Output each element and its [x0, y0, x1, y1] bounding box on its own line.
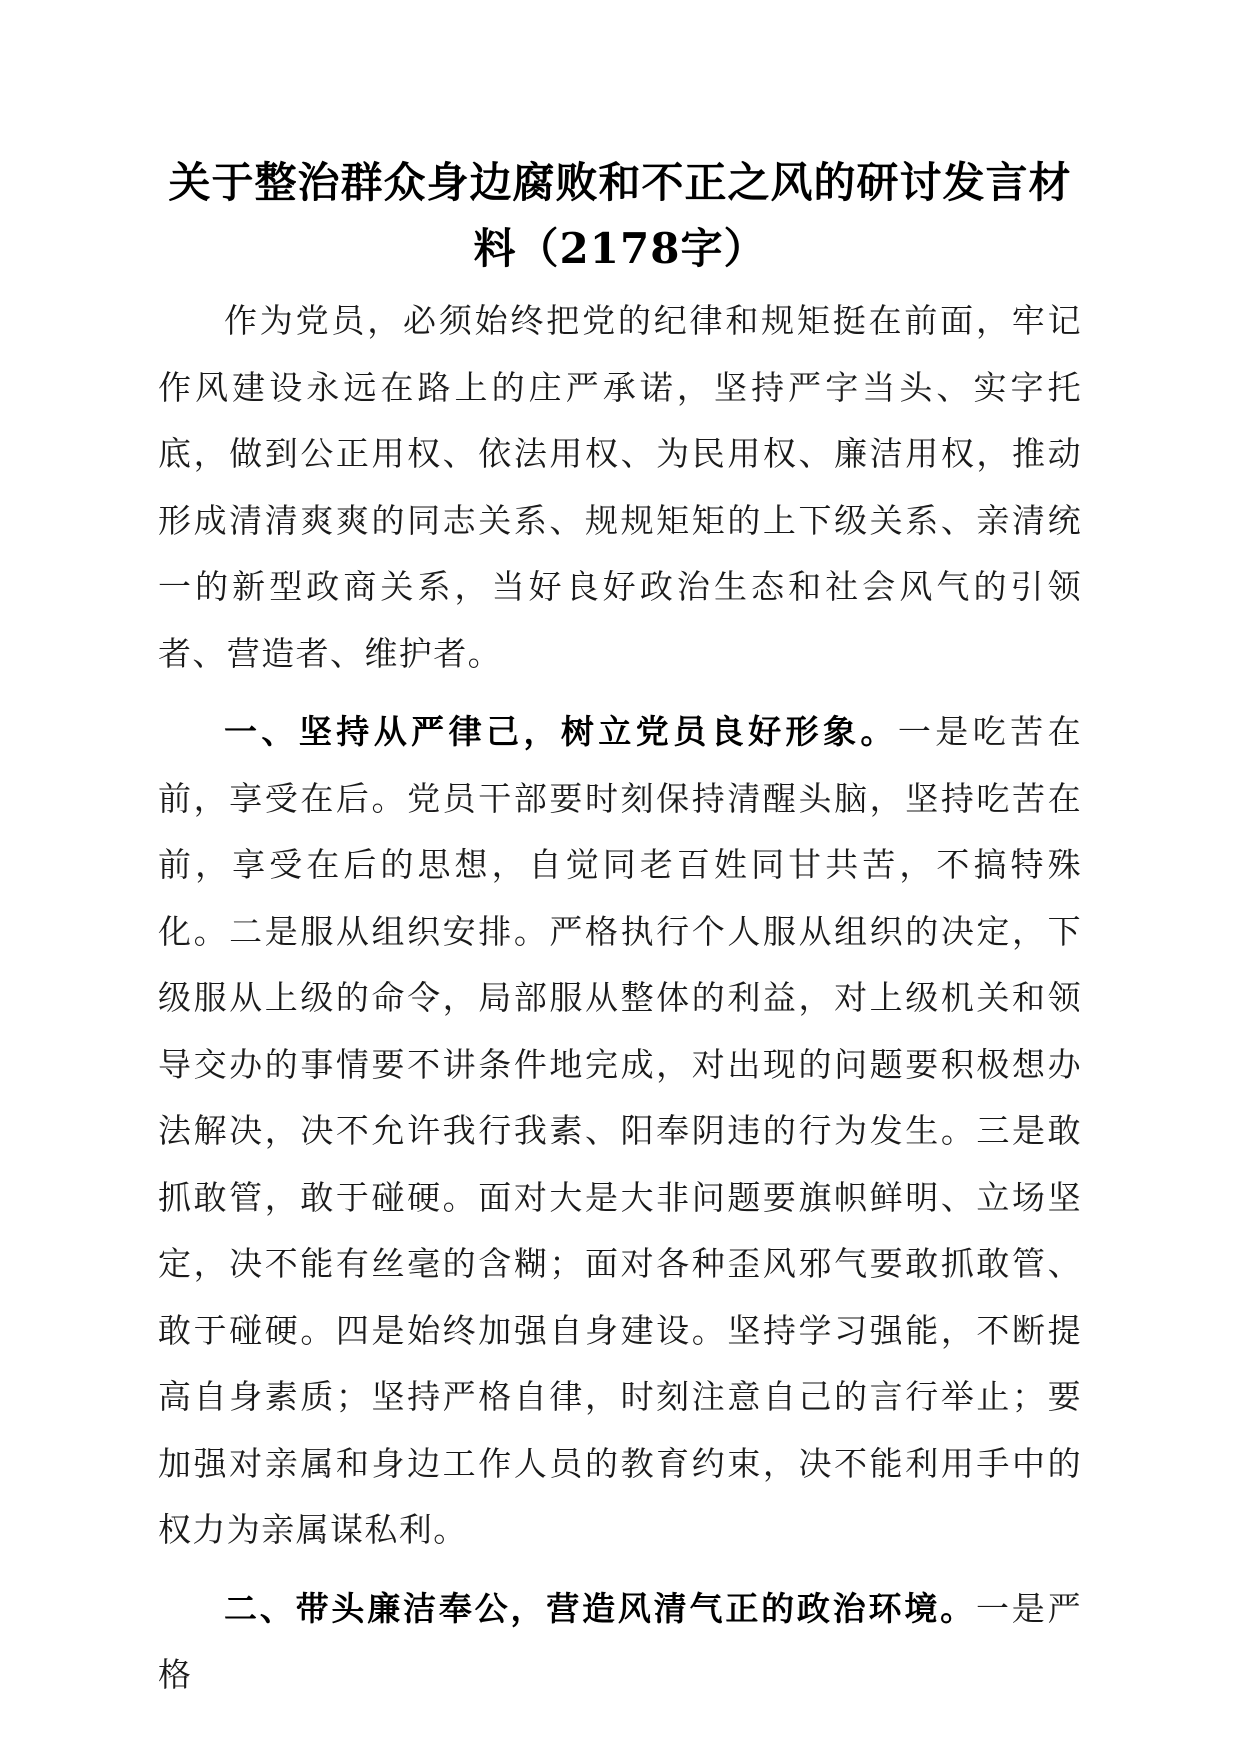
section-2-paragraph	[158, 1576, 1082, 1709]
intro-paragraph: 作为党员，必须始终把党的纪律和规矩挺在前面，牢记作风建设永远在路上的庄严承诺，坚持严字当头、实字托底，做到公正用权、依法用权、为民用权、廉洁用权，推动形成清清爽爽的同志关系、规规矩矩的上下级关系、亲清统一的新型政商关系，当好良好政治生态和社会风气的引领者、营造者、维护者。	[158, 301, 1082, 673]
document-page	[158, 150, 1082, 1709]
section-2-heading: 二、带头廉洁奉公，营造风清气正的政治环境。	[224, 1588, 976, 1628]
section-2-body: 一是严格	[158, 1588, 1083, 1694]
section-1-paragraph	[158, 699, 1082, 1564]
section-1-body: 一是吃苦在前，享受在后。党员干部要时刻保持清醒头脑，坚持吃苦在前，享受在后的思想，自觉同老百姓同甘共苦，不搞特殊化。二是服从组织安排。严格执行个人服从组织的决定，下级服从上级的命令，局部服从整体的利益，对上级机关和领导交办的事情要不讲条件地完成，对出现的问题要积极想办法解决，决不允许我行我素、阳奉阴违的行为发生。三是敢抓敢管，敢于碰硬。面对大是大非问题要旗帜鲜明、立场坚定，决不能有丝毫的含糊；面对各种歪风邪气要敢抓敢管、敢于碰硬。四是始终加强自身建设。坚持学习强能，不断提高自身素质；坚持严格自律，时刻注意自己的言行举止；要加强对亲属和身边工作人员的教育约束，决不能利用手中的权力为亲属谋私利。	[158, 712, 1083, 1549]
section-1-heading: 一、坚持从严律己，树立党员良好形象。	[224, 712, 898, 751]
document-title: 关于整治群众身边腐败和不正之风的研讨发言材料（2178字）	[168, 158, 1072, 273]
